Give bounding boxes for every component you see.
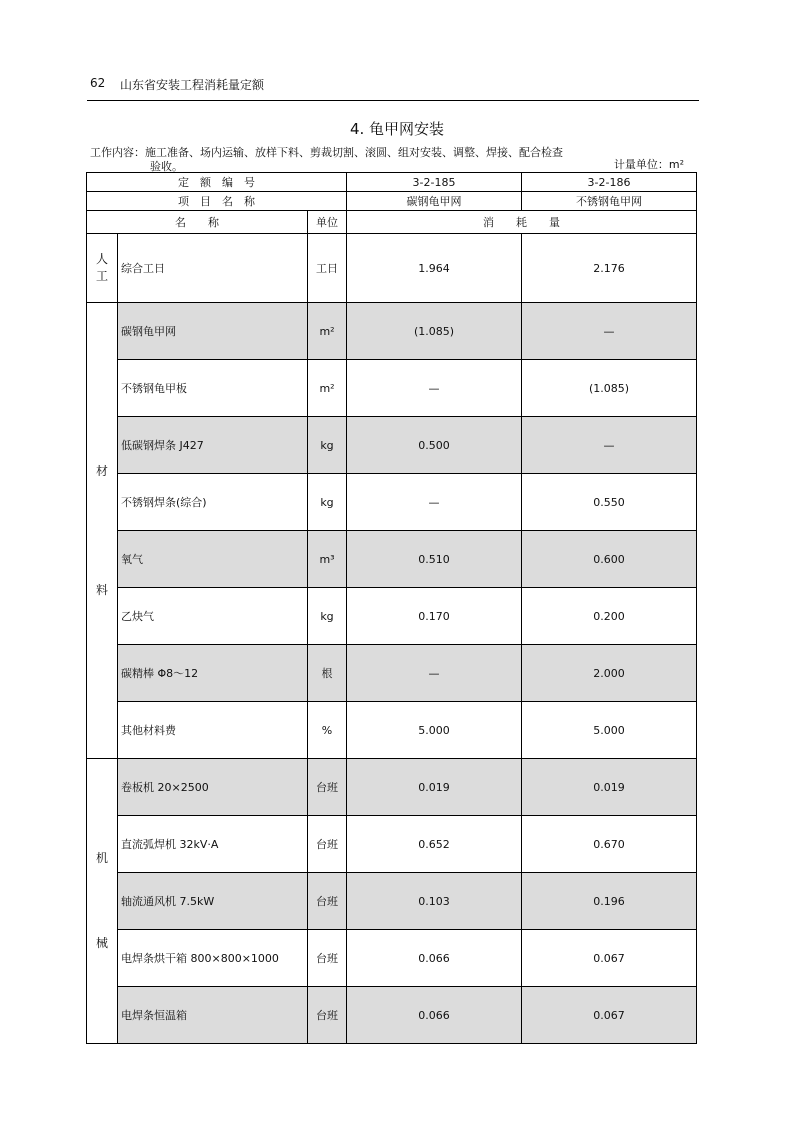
row-unit: 根 — [308, 645, 347, 702]
book-title: 山东省安装工程消耗量定额 — [120, 78, 265, 92]
row-value-1: — — [347, 645, 522, 702]
row-value-2: 2.176 — [522, 234, 697, 303]
row-unit: kg — [308, 588, 347, 645]
category-label: 机 械 — [87, 759, 118, 1044]
row-name: 氧气 — [118, 531, 308, 588]
measurement-unit: 计量单位：m² — [613, 158, 684, 171]
row-name: 碳钢龟甲网 — [118, 303, 308, 360]
row-unit: 台班 — [308, 987, 347, 1044]
quota-code-2: 3-2-186 — [522, 173, 697, 192]
item-name-2: 不锈钢龟甲网 — [522, 192, 697, 211]
row-unit: % — [308, 702, 347, 759]
row-name: 碳精棒 Φ8～12 — [118, 645, 308, 702]
row-value-2: 0.550 — [522, 474, 697, 531]
row-name: 乙炔气 — [118, 588, 308, 645]
row-unit: m² — [308, 303, 347, 360]
row-value-2: 0.067 — [522, 930, 697, 987]
row-name: 卷板机 20×2500 — [118, 759, 308, 816]
row-name: 不锈钢龟甲板 — [118, 360, 308, 417]
row-value-1: 5.000 — [347, 702, 522, 759]
row-unit: 台班 — [308, 873, 347, 930]
row-value-1: 0.019 — [347, 759, 522, 816]
row-unit: m² — [308, 360, 347, 417]
name-column-header: 名 称 — [87, 211, 308, 234]
row-value-2: 0.067 — [522, 987, 697, 1044]
table-row — [87, 417, 697, 474]
row-value-2: — — [522, 417, 697, 474]
table-row — [87, 531, 697, 588]
table-row — [87, 702, 697, 759]
quota-code-1: 3-2-185 — [347, 173, 522, 192]
row-value-2: 0.600 — [522, 531, 697, 588]
row-name: 不锈钢焊条(综合) — [118, 474, 308, 531]
category-label: 材 料 — [87, 303, 118, 759]
row-unit: m³ — [308, 531, 347, 588]
table-row — [87, 987, 697, 1044]
table-row — [87, 759, 697, 816]
row-name: 低碳钢焊条 J427 — [118, 417, 308, 474]
row-name: 电焊条恒温箱 — [118, 987, 308, 1044]
table-row — [87, 816, 697, 873]
row-value-2: 5.000 — [522, 702, 697, 759]
page-header — [87, 74, 699, 101]
row-value-1: 0.500 — [347, 417, 522, 474]
work-content — [90, 146, 563, 174]
table-row — [87, 588, 697, 645]
row-value-1: 0.103 — [347, 873, 522, 930]
row-value-2: 2.000 — [522, 645, 697, 702]
work-content-line2: 验收。 — [150, 160, 183, 173]
row-unit: 台班 — [308, 816, 347, 873]
quota-code-label: 定 额 编 号 — [87, 173, 347, 192]
row-value-2: 0.019 — [522, 759, 697, 816]
category-label: 人 工 — [87, 234, 118, 303]
row-name: 轴流通风机 7.5kW — [118, 873, 308, 930]
work-content-line1: 工作内容：施工准备、场内运输、放样下料、剪裁切割、滚圆、组对安装、调整、焊接、配合检查 — [90, 146, 563, 159]
table-row — [87, 474, 697, 531]
section-title: 4. 龟甲网安装 — [349, 120, 445, 138]
table-row — [87, 645, 697, 702]
table-row — [87, 873, 697, 930]
table-row — [87, 930, 697, 987]
row-value-1: — — [347, 474, 522, 531]
row-value-2: (1.085) — [522, 360, 697, 417]
item-name-1: 碳钢龟甲网 — [347, 192, 522, 211]
row-unit: 台班 — [308, 930, 347, 987]
item-name-label: 项 目 名 称 — [87, 192, 347, 211]
row-unit: 工日 — [308, 234, 347, 303]
row-value-1: 0.170 — [347, 588, 522, 645]
row-value-2: — — [522, 303, 697, 360]
row-name: 综合工日 — [118, 234, 308, 303]
row-value-2: 0.670 — [522, 816, 697, 873]
page-number: 62 — [90, 76, 106, 90]
row-value-1: 0.066 — [347, 930, 522, 987]
quota-table — [86, 172, 697, 1044]
table-row — [87, 360, 697, 417]
row-unit: 台班 — [308, 759, 347, 816]
row-value-2: 0.200 — [522, 588, 697, 645]
consumption-column-header: 消 耗 量 — [347, 211, 697, 234]
row-name: 电焊条烘干箱 800×800×1000 — [118, 930, 308, 987]
unit-column-header: 单位 — [308, 211, 347, 234]
row-value-1: 0.510 — [347, 531, 522, 588]
row-value-2: 0.196 — [522, 873, 697, 930]
row-name: 其他材料费 — [118, 702, 308, 759]
row-value-1: (1.085) — [347, 303, 522, 360]
row-value-1: 1.964 — [347, 234, 522, 303]
row-unit: kg — [308, 474, 347, 531]
table-row — [87, 303, 697, 360]
row-unit: kg — [308, 417, 347, 474]
row-value-1: — — [347, 360, 522, 417]
row-name: 直流弧焊机 32kV·A — [118, 816, 308, 873]
row-value-1: 0.066 — [347, 987, 522, 1044]
table-row — [87, 234, 697, 303]
row-value-1: 0.652 — [347, 816, 522, 873]
